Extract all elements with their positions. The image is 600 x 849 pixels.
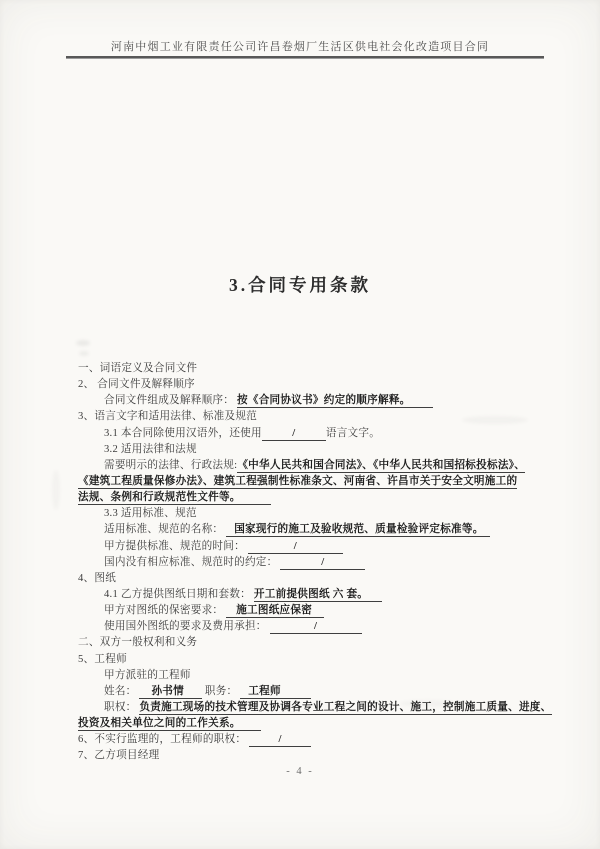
text-segment: 语言文字。 bbox=[325, 427, 381, 439]
document-header: 河南中烟工业有限责任公司许昌卷烟厂生活区供电社会化改造项目合同 bbox=[110, 41, 490, 53]
text-segment: 合同文件组成及解释顺序： bbox=[104, 395, 238, 407]
text-segment: 一、词语定义及合同文件 bbox=[78, 363, 198, 374]
text-segment: 姓名： bbox=[104, 685, 140, 697]
contract-line bbox=[78, 490, 578, 506]
filled-value: 按《合同协议书》约定的顺序解释。 bbox=[237, 395, 433, 408]
contract-line bbox=[78, 652, 578, 668]
contract-line bbox=[78, 668, 578, 684]
text-segment: 3、语言文字和适用法律、标准及规范 bbox=[78, 411, 258, 423]
scan-artifact bbox=[76, 340, 90, 346]
text-segment: 4.1 乙方提供图纸日期和套数： bbox=[104, 588, 254, 600]
blank-field: / bbox=[270, 621, 362, 634]
filled-value: 法规、条例和行政规范性文件等。 bbox=[78, 492, 271, 505]
page-number: - 4 - bbox=[286, 766, 314, 777]
contract-line bbox=[78, 361, 578, 377]
contract-line bbox=[78, 603, 578, 619]
filled-value: 孙书情 bbox=[139, 686, 202, 699]
text-segment: 职权： bbox=[104, 701, 140, 713]
blank-field: / bbox=[262, 428, 326, 441]
contract-line bbox=[78, 716, 578, 732]
filled-value: 施工图纸应保密 bbox=[226, 605, 324, 618]
text-segment: 国内没有相应标准、规范时的约定： bbox=[104, 556, 281, 568]
filled-value: 国家现行的施工及验收规范、质量检验评定标准等。 bbox=[226, 524, 489, 537]
text-segment: 甲方提供标准、规范的时间： bbox=[104, 540, 248, 552]
filled-value: 《中华人民共和国合同法》、《中华人民共和国招标投标法》、 bbox=[237, 459, 526, 471]
contract-body bbox=[78, 361, 578, 765]
filled-value: 投资及相关单位之间的工作关系。 bbox=[78, 718, 261, 731]
text-segment: 3.3 适用标准、规范 bbox=[104, 508, 197, 520]
text-segment: 7、乙方项目经理 bbox=[78, 750, 160, 762]
contract-line bbox=[78, 442, 578, 458]
contract-line bbox=[78, 748, 578, 764]
text-segment: 使用国外图纸的要求及费用承担： bbox=[104, 621, 270, 633]
contract-line bbox=[78, 700, 578, 716]
scan-artifact bbox=[52, 470, 60, 510]
text-segment: 适用标准、规范的名称： bbox=[104, 524, 227, 536]
text-segment: 甲方对图纸的保密要求： bbox=[104, 605, 227, 617]
contract-line bbox=[78, 377, 578, 393]
blank-field: / bbox=[249, 734, 311, 747]
contract-line bbox=[78, 506, 578, 522]
scan-artifact bbox=[79, 351, 89, 356]
blank-field: / bbox=[280, 557, 365, 570]
filled-value: 工程师 bbox=[240, 686, 311, 699]
text-segment: 4、图纸 bbox=[78, 572, 117, 584]
contract-line bbox=[78, 426, 578, 442]
contract-line bbox=[78, 587, 578, 603]
filled-value: 开工前提供图纸 六 套。 bbox=[254, 589, 382, 602]
contract-line bbox=[78, 474, 578, 490]
text-segment: 3.1 本合同除使用汉语外，还使用 bbox=[104, 427, 262, 439]
contract-line bbox=[78, 635, 578, 651]
contract-line bbox=[78, 684, 578, 700]
text-segment: 5、工程师 bbox=[78, 653, 127, 665]
contract-line bbox=[78, 555, 578, 571]
contract-line bbox=[78, 458, 578, 474]
text-segment: 甲方派驻的工程师 bbox=[104, 669, 191, 681]
page-title: 3.合同专用条款 bbox=[228, 275, 372, 295]
filled-value: 负责施工现场的技术管理及协调各专业工程之间的设计、施工，控制施工质量、进度、 bbox=[139, 701, 552, 713]
text-segment: 职务： bbox=[201, 685, 241, 697]
text-segment: 3.2 适用法律和法规 bbox=[104, 443, 197, 455]
contract-line bbox=[78, 571, 578, 587]
header-rule bbox=[66, 56, 544, 59]
contract-line bbox=[78, 732, 578, 748]
blank-field: / bbox=[248, 541, 343, 554]
contract-line bbox=[78, 393, 578, 409]
contract-line bbox=[78, 619, 578, 635]
text-segment: 6、不实行监理的，工程师的职权： bbox=[78, 734, 250, 746]
filled-value: 《建筑工程质量保修办法》、建筑工程强制性标准条文、河南省、许昌市关于安全文明施工的 bbox=[78, 475, 518, 487]
text-segment: 2、 合同文件及解释顺序 bbox=[78, 379, 195, 391]
contract-line bbox=[78, 522, 578, 538]
text-segment: 需要明示的法律、行政法规: bbox=[104, 459, 238, 471]
contract-line bbox=[78, 539, 578, 555]
text-segment: 二、双方一般权利和义务 bbox=[78, 637, 198, 649]
contract-line bbox=[78, 409, 578, 425]
